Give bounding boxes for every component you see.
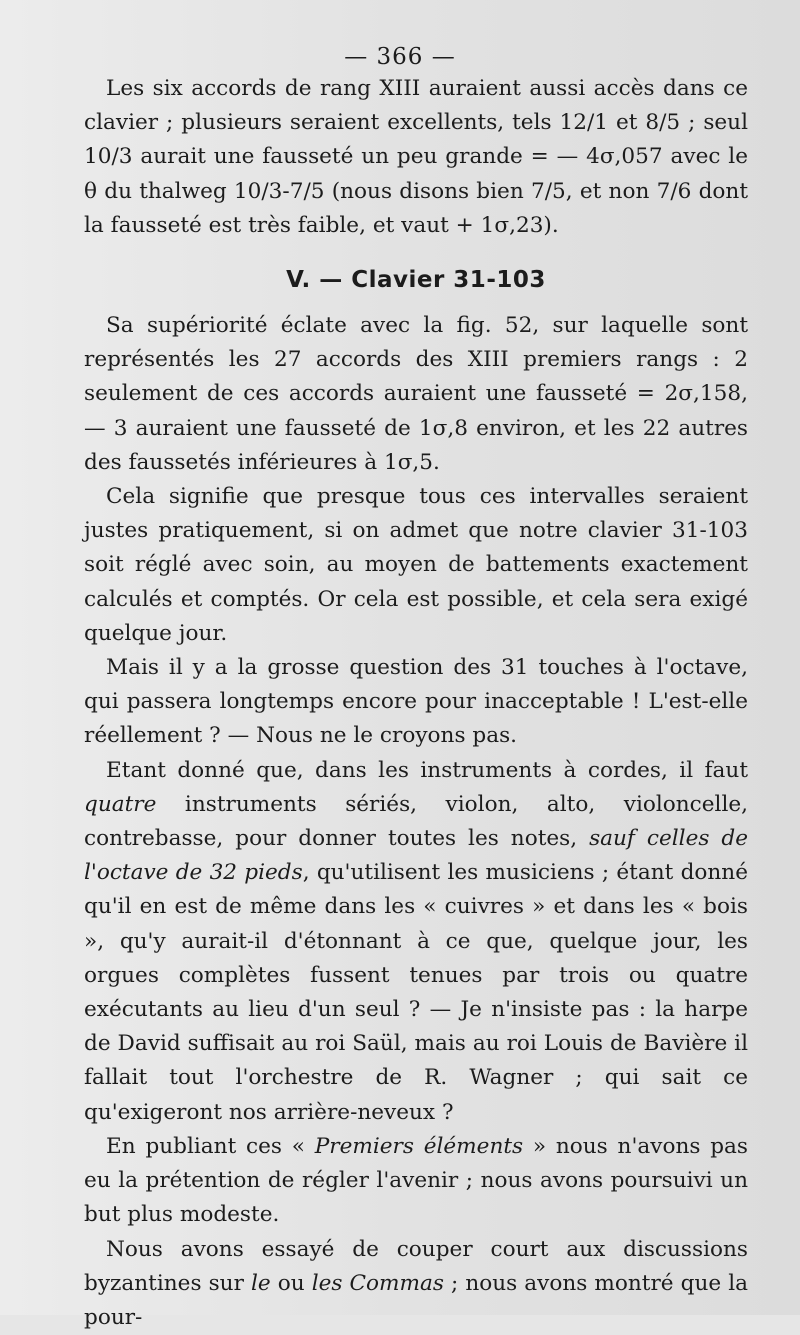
intro-paragraph: Les six accords de rang XIII auraient aussi accès dans ce clavier ; plusieurs seraient excellents, tels 12/1 et 8/5 ; seul 10/3 aurait une fausseté un peu grande = — 4σ,057 avec le θ du thalweg 10/3-7/5 (nous disons bien 7/5, et non 7/6 dont la fausseté est très faible, et vaut + 1σ,23). [84, 72, 748, 243]
paragraph-publishing [84, 1130, 748, 1233]
paragraph-commas [84, 1233, 748, 1335]
paragraph-commas-emphasis-commas: les Commas [312, 1271, 444, 1296]
paragraph-commas-part-a: Nous avons essayé de couper court aux discussions byzantines sur [84, 1237, 748, 1296]
paragraph-meaning: Cela signifie que presque tous ces intervalles seraient justes pratiquement, si on admet que notre clavier 31-103 soit réglé avec soin, au moyen de battements exactement calculés et comptés. Or cela est possible, et cela sera exigé quelque jour. [84, 480, 748, 651]
paragraph-question: Mais il y a la grosse question des 31 touches à l'octave, qui passera longtemps encore pour inacceptable ! L'est-elle réellement ? — Nous ne le croyons pas. [84, 651, 748, 754]
paragraph-instruments-part-a: Etant donné que, dans les instruments à cordes, il faut [106, 758, 748, 783]
paragraph-instruments-part-c: instruments sériés, violon, alto, violoncelle, contrebasse, pour donner toutes les notes, [84, 792, 748, 851]
paragraph-superiority: Sa supériorité éclate avec la fig. 52, sur laquelle sont représentés les 27 accords des XIII premiers rangs : 2 seulement de ces accords auraient une fausseté = 2σ,158, — 3 auraient une fausseté de 1σ,8 environ, et les 22 autres des faussetés inférieures à 1σ,5. [84, 309, 748, 480]
section-heading: V. — Clavier 31-103 [84, 263, 748, 297]
paragraph-commas-part-e: ; nous avons montré que la pour- [84, 1271, 748, 1330]
paragraph-instruments-emphasis-octave: sauf celles de l'octave de 32 pieds [84, 826, 748, 885]
paragraph-publishing-part-a: En publiant ces « [106, 1134, 315, 1159]
paragraph-publishing-emphasis-title: Premiers éléments [315, 1134, 523, 1159]
text-column [84, 72, 748, 1335]
page-number: — 366 — [0, 44, 800, 70]
paragraph-instruments-emphasis-quatre: quatre [84, 792, 156, 817]
paragraph-publishing-part-c: » nous n'avons pas eu la prétention de régler l'avenir ; nous avons poursuivi un but plus modeste. [84, 1134, 748, 1227]
paragraph-commas-part-c: ou [271, 1271, 312, 1296]
paragraph-commas-emphasis-le: le [251, 1271, 271, 1296]
paragraph-instruments [84, 754, 748, 1130]
paragraph-instruments-part-e: , qu'utilisent les musiciens ; étant donné qu'il en est de même dans les « cuivres » et dans les « bois », qu'y aurait-il d'étonnant à ce que, quelque jour, les orgues complètes fussent tenues par trois ou quatre exécutants au lieu d'un seul ? — Je n'insiste pas : la harpe de David suffisait au roi Saül, mais au roi Louis de Bavière il fallait tout l'orchestre de R. Wagner ; qui sait ce qu'exigeront nos arrière-neveux ? [84, 860, 748, 1124]
